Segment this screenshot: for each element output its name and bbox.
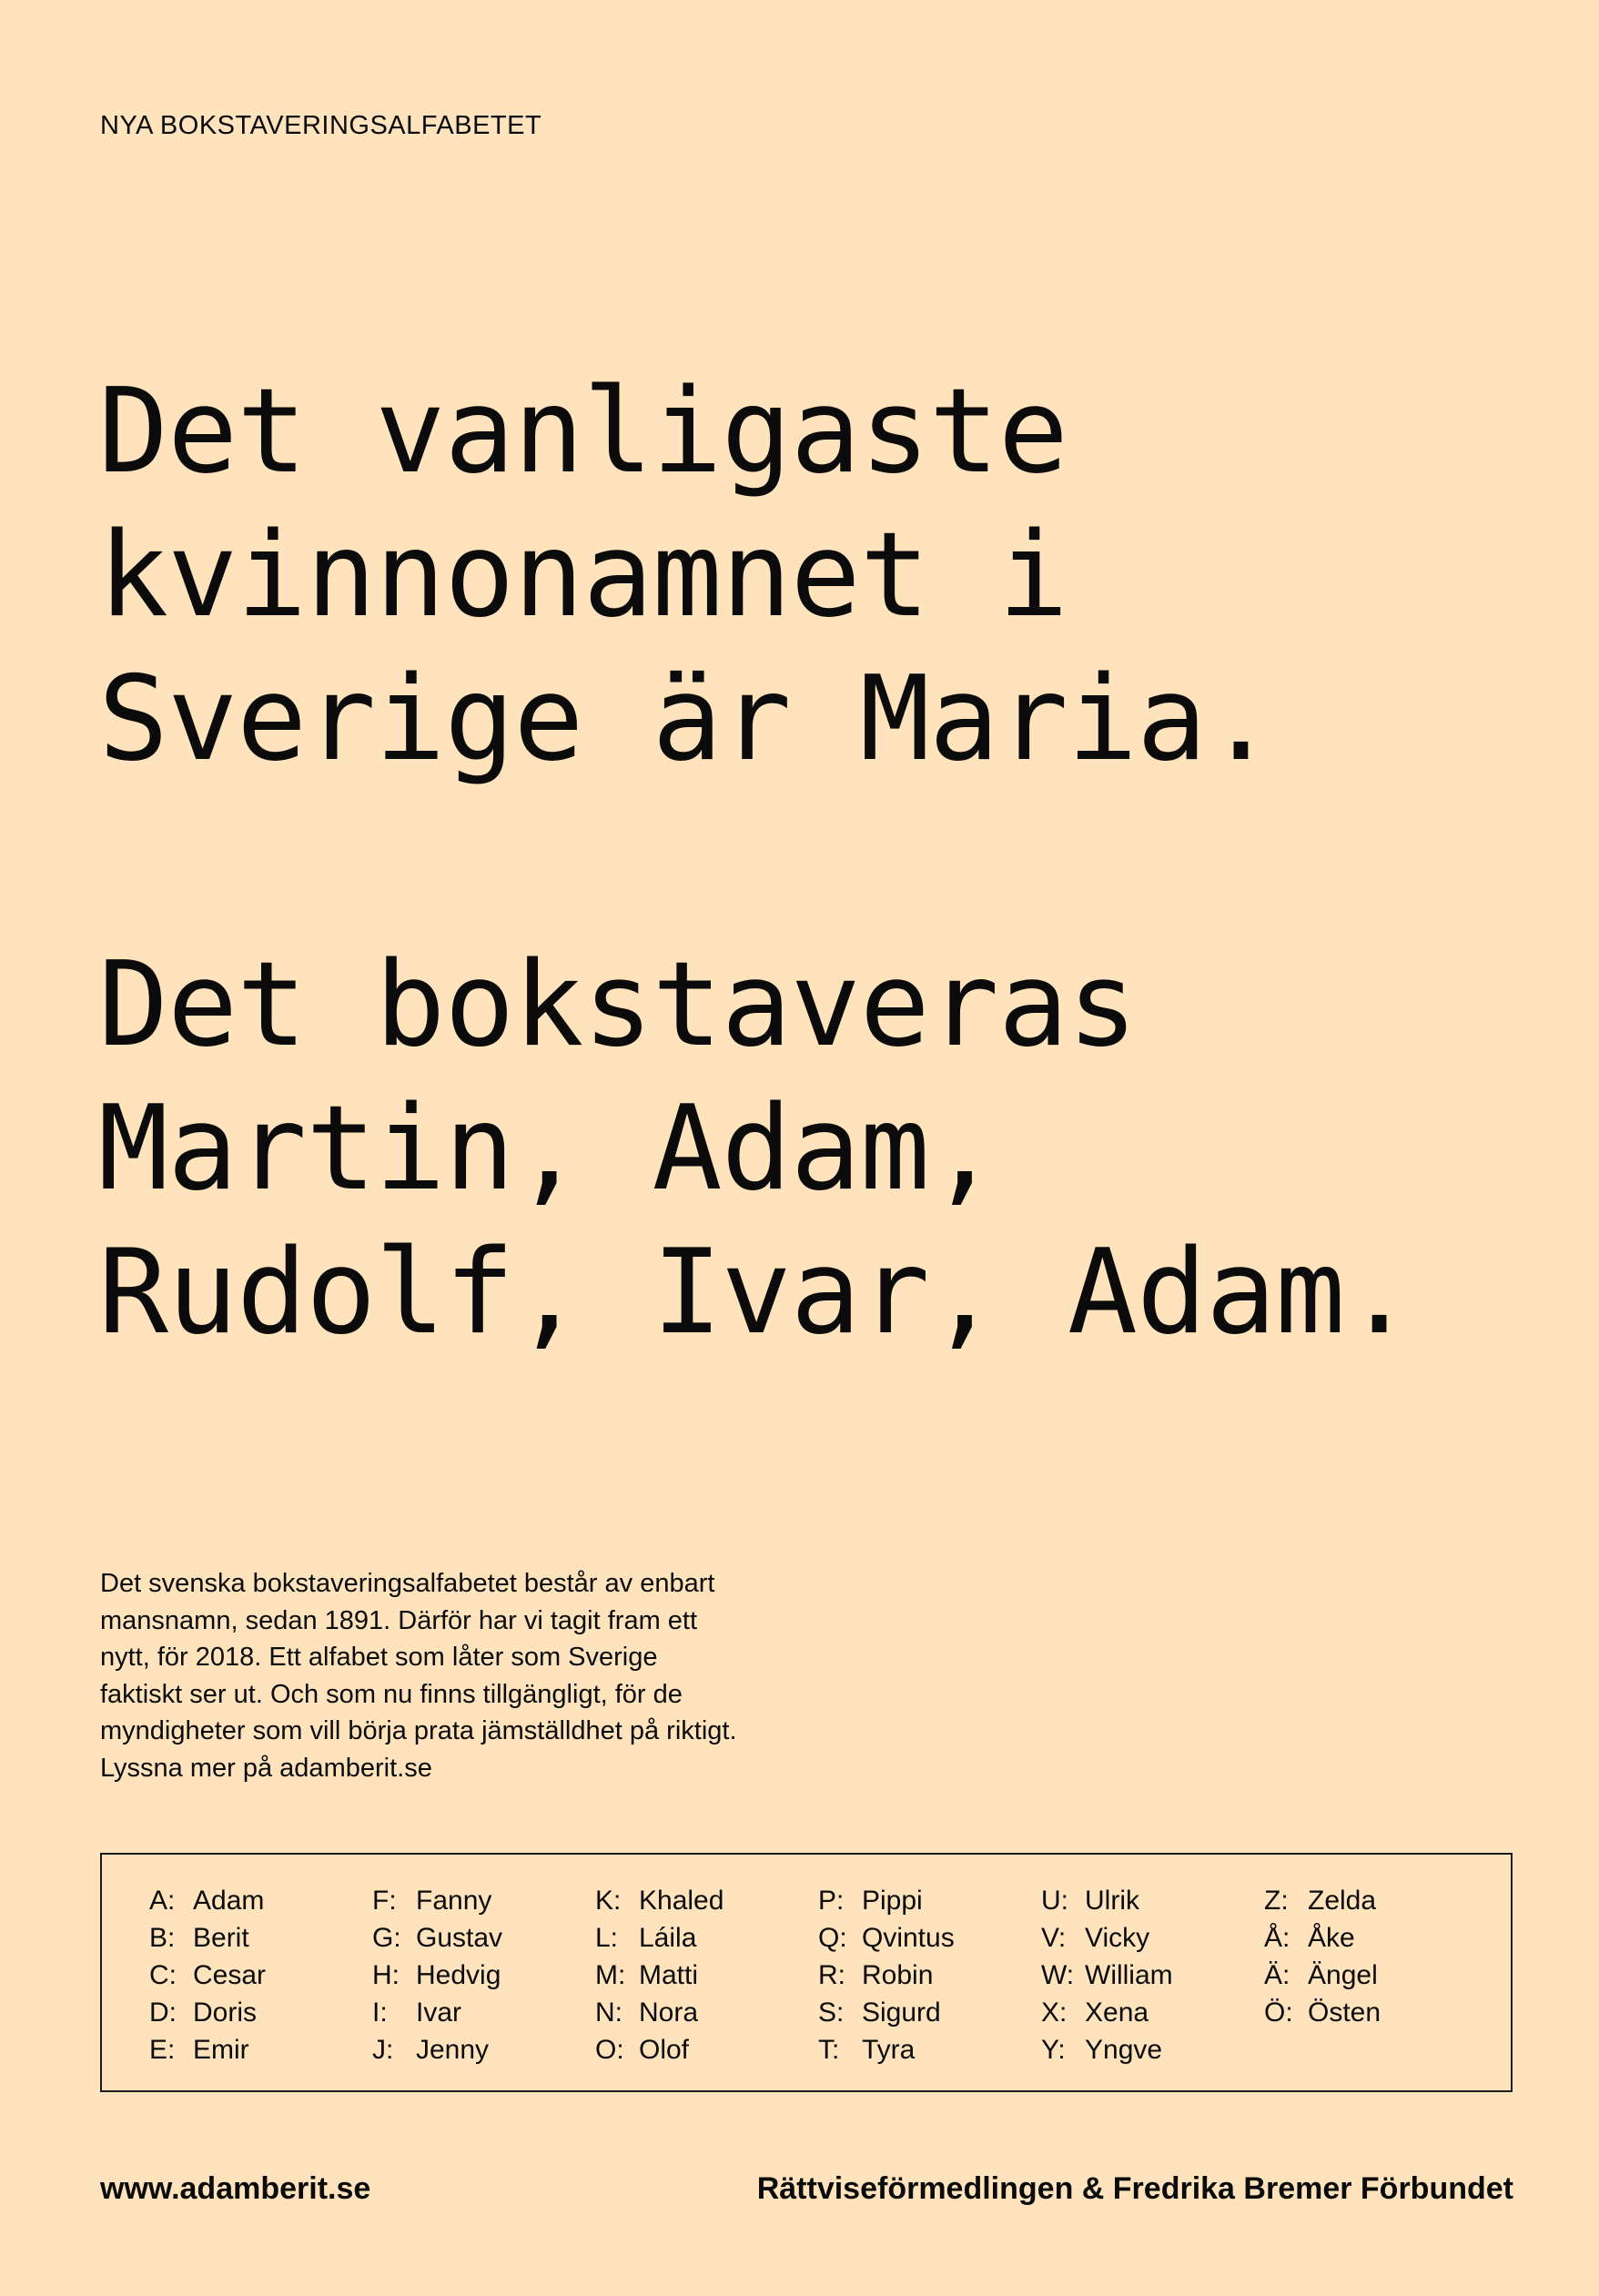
alphabet-name: Ängel: [1308, 1960, 1378, 1990]
body-line: myndigheter som vill börja prata jämställdhet på riktigt.: [100, 1716, 737, 1745]
alphabet-letter: G:: [372, 1923, 401, 1953]
body-line: Lyssna mer på adamberit.se: [100, 1753, 432, 1783]
alphabet-letter: S:: [818, 1998, 845, 2028]
website-link[interactable]: www.adamberit.se: [100, 2171, 371, 2206]
alphabet-letter: Y:: [1041, 2035, 1066, 2065]
alphabet-column: [372, 1882, 502, 2068]
alphabet-name: Nora: [639, 1998, 699, 2028]
alphabet-name: Qvintus: [862, 1923, 955, 1953]
alphabet-letter: M:: [595, 1960, 626, 1990]
alphabet-name: Pippi: [862, 1886, 923, 1916]
alphabet-entry: [818, 2031, 955, 2068]
alphabet-letter: E:: [149, 2035, 176, 2065]
alphabet-entry: [595, 1957, 724, 1994]
alphabet-name: Xena: [1085, 1998, 1149, 2028]
alphabet-letter: V:: [1041, 1923, 1067, 1953]
alphabet-name: Berit: [193, 1923, 249, 1953]
alphabet-name: Tyra: [862, 2035, 916, 2065]
alphabet-entry: [1264, 1882, 1381, 1919]
eyebrow-title: NYA BOKSTAVERINGSALFABETET: [100, 111, 542, 140]
headline-line: Det bokstaveras: [98, 937, 1137, 1073]
alphabet-name: Adam: [193, 1886, 265, 1916]
alphabet-letter: J:: [372, 2035, 394, 2065]
alphabet-entry: [149, 1994, 266, 2031]
headline-line: Martin, Adam,: [98, 1081, 998, 1217]
alphabet-entry: [1041, 1957, 1173, 1994]
organizations-credit: Rättviseförmedlingen & Fredrika Bremer Förbundet: [756, 2171, 1513, 2206]
alphabet-entry: [372, 1882, 502, 1919]
alphabet-name: Ivar: [416, 1998, 462, 2028]
alphabet-column: [149, 1882, 266, 2068]
alphabet-entry: [1041, 1994, 1173, 2031]
alphabet-entry: [149, 1957, 266, 1994]
alphabet-entry: [149, 1882, 266, 1919]
alphabet-letter: Z:: [1264, 1886, 1289, 1916]
alphabet-letter: D:: [149, 1998, 177, 2028]
alphabet-entry: [595, 2031, 724, 2068]
alphabet-name: Matti: [639, 1960, 699, 1990]
alphabet-name: Doris: [193, 1998, 258, 2028]
alphabet-letter: L:: [595, 1923, 619, 1953]
alphabet-letter: H:: [372, 1960, 400, 1990]
alphabet-entry: [372, 1919, 502, 1957]
alphabet-letter: Ä:: [1264, 1960, 1290, 1990]
alphabet-entry: [149, 2031, 266, 2068]
alphabet-letter: N:: [595, 1998, 622, 2028]
alphabet-name: Zelda: [1308, 1886, 1377, 1916]
alphabet-entry: [1264, 1919, 1381, 1957]
body-line: Det svenska bokstaveringsalfabetet består av enbart: [100, 1569, 715, 1598]
headline-line: Sverige är Maria.: [98, 652, 1276, 787]
headline-line: kvinnonamnet i: [98, 508, 1068, 643]
alphabet-letter: B:: [149, 1923, 176, 1953]
alphabet-column: [595, 1882, 724, 2068]
alphabet-name: Cesar: [193, 1960, 267, 1990]
alphabet-name: Olof: [639, 2035, 690, 2065]
alphabet-name: Ulrik: [1085, 1886, 1139, 1916]
alphabet-name: Emir: [193, 2035, 249, 2065]
alphabet-name: Gustav: [416, 1923, 503, 1953]
alphabet-entry: [818, 1957, 955, 1994]
alphabet-letter: C:: [149, 1960, 177, 1990]
headline-line: Rudolf, Ivar, Adam.: [98, 1225, 1414, 1360]
headline-statement: [98, 360, 1275, 792]
alphabet-letter: W:: [1041, 1960, 1075, 1990]
alphabet-name: Khaled: [639, 1886, 724, 1916]
alphabet-name: Robin: [862, 1960, 934, 1990]
headline-spelling: [98, 934, 1413, 1365]
alphabet-letter: U:: [1041, 1886, 1068, 1916]
alphabet-entry: [818, 1882, 955, 1919]
alphabet-entry: [372, 1957, 502, 1994]
alphabet-entry: [818, 1994, 955, 2031]
alphabet-entry: [372, 1994, 502, 2031]
alphabet-column: [818, 1882, 955, 2068]
alphabet-letter: A:: [149, 1886, 176, 1916]
alphabet-letter: F:: [372, 1886, 397, 1916]
alphabet-entry: [1041, 2031, 1173, 2068]
headline-line: Det vanligaste: [98, 364, 1068, 500]
alphabet-name: Fanny: [416, 1886, 492, 1916]
body-copy: [100, 1565, 810, 1786]
alphabet-name: William: [1085, 1960, 1173, 1990]
alphabet-letter: O:: [595, 2035, 624, 2065]
alphabet-entry: [1041, 1919, 1173, 1957]
alphabet-name: Láila: [639, 1923, 697, 1953]
alphabet-entry: [818, 1919, 955, 1957]
alphabet-column: [1041, 1882, 1173, 2068]
alphabet-letter: I:: [372, 1998, 388, 2028]
alphabet-entry: [1264, 1957, 1381, 1994]
alphabet-letter: X:: [1041, 1998, 1068, 2028]
alphabet-name: Yngve: [1085, 2035, 1163, 2065]
body-line: mansnamn, sedan 1891. Därför har vi tagit fram ett: [100, 1605, 698, 1635]
body-line: nytt, för 2018. Ett alfabet som låter som Sverige: [100, 1643, 658, 1672]
spelling-alphabet-table: [100, 1853, 1513, 2092]
alphabet-letter: P:: [818, 1886, 845, 1916]
alphabet-name: Sigurd: [862, 1998, 941, 2028]
alphabet-entry: [149, 1919, 266, 1957]
body-line: faktiskt ser ut. Och som nu finns tillgängligt, för de: [100, 1679, 683, 1709]
alphabet-name: Vicky: [1085, 1923, 1150, 1953]
alphabet-entry: [1264, 1994, 1381, 2031]
alphabet-name: Hedvig: [416, 1960, 501, 1990]
alphabet-entry: [595, 1994, 724, 2031]
alphabet-column: [1264, 1882, 1381, 2031]
alphabet-entry: [595, 1919, 724, 1957]
alphabet-letter: T:: [818, 2035, 840, 2065]
alphabet-letter: R:: [818, 1960, 845, 1990]
alphabet-name: Jenny: [416, 2035, 490, 2065]
alphabet-name: Åke: [1308, 1923, 1355, 1953]
alphabet-letter: Ö:: [1264, 1998, 1293, 2028]
alphabet-letter: Q:: [818, 1923, 847, 1953]
alphabet-letter: K:: [595, 1886, 622, 1916]
alphabet-name: Östen: [1308, 1998, 1381, 2028]
alphabet-entry: [595, 1882, 724, 1919]
alphabet-entry: [372, 2031, 502, 2068]
alphabet-entry: [1041, 1882, 1173, 1919]
alphabet-letter: Å:: [1264, 1923, 1290, 1953]
